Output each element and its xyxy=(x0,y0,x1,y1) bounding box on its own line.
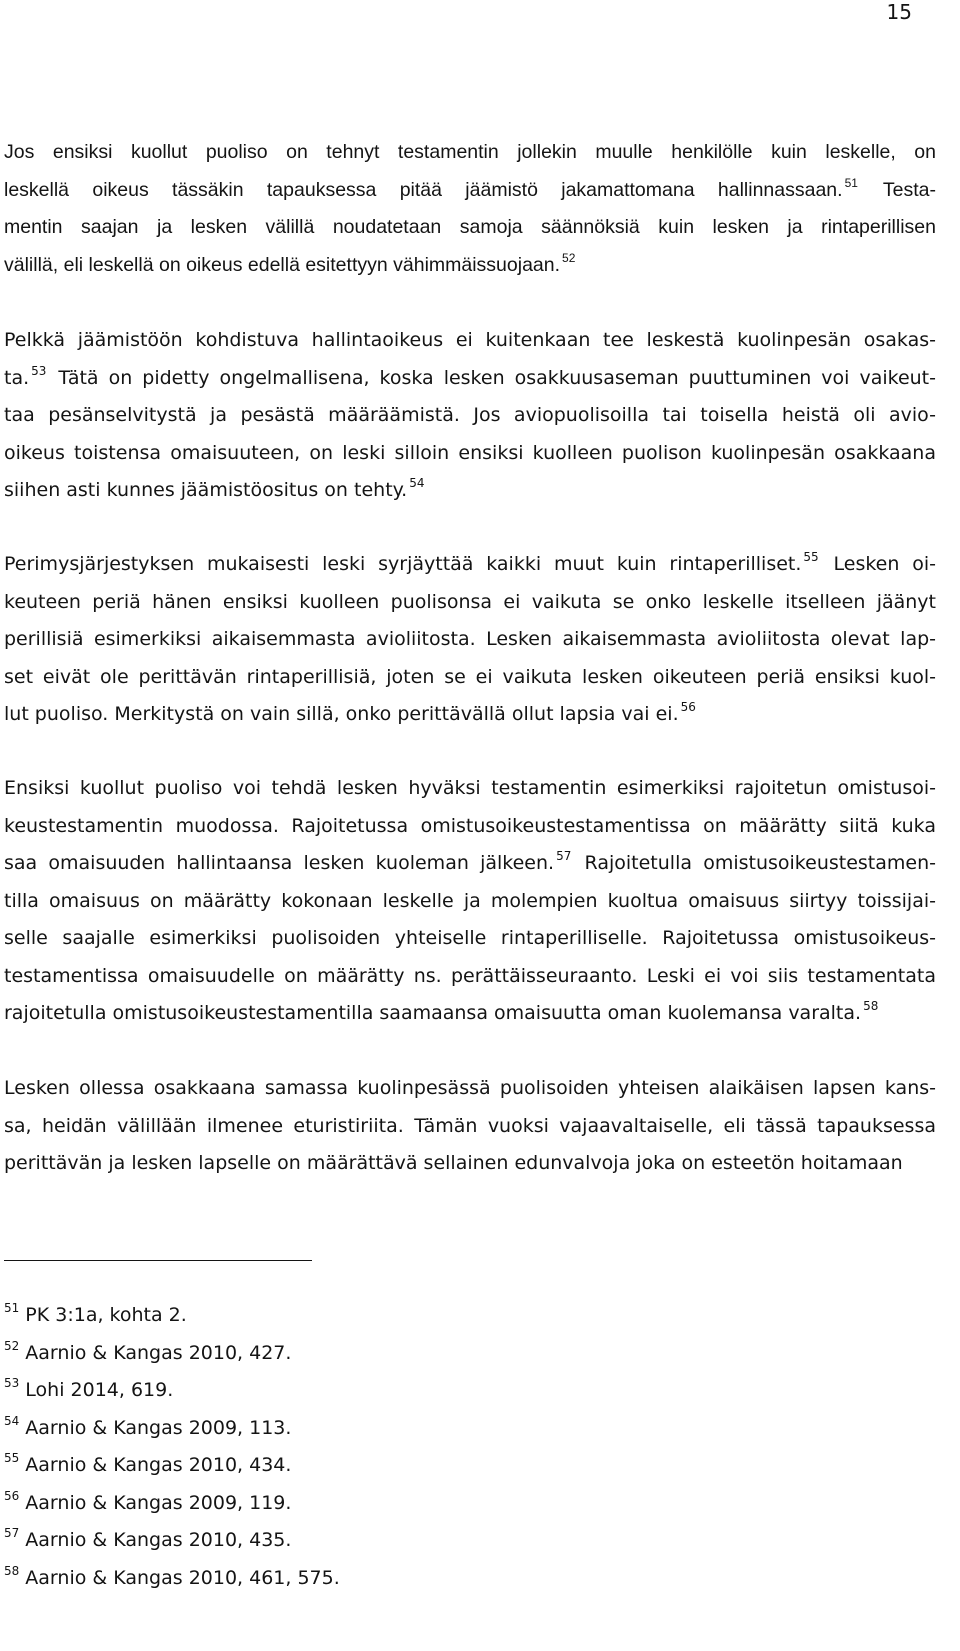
line-text: lut puoliso. Merkitystä on vain sillä, onko perittävällä ollut lapsia vai ei. xyxy=(4,703,679,725)
line-text: Ensiksi kuollut puoliso voi tehdä lesken hyväksi testamentin esimerkiksi rajoitetun omistusoi- xyxy=(4,777,936,799)
text-line xyxy=(4,883,936,921)
text-line xyxy=(4,696,936,734)
line-text: Lesken ollessa osakkaana samassa kuolinpesässä puolisoiden yhteisen alaikäisen lapsen kans- xyxy=(4,1077,936,1099)
footnote-text: Aarnio & Kangas 2009, 113. xyxy=(25,1416,292,1439)
footnote-item xyxy=(4,1297,340,1335)
footnote-number: 55 xyxy=(4,1451,20,1465)
text-line xyxy=(4,1145,936,1183)
line-text: Perimysjärjestyksen mukaisesti leski syrjäyttää kaikki muut kuin rintaperilliset. xyxy=(4,553,802,575)
footnote-separator xyxy=(4,1260,312,1261)
line-text: ta. xyxy=(4,366,30,389)
footnote-number: 56 xyxy=(4,1488,20,1503)
footnote-text: PK 3:1a, kohta 2. xyxy=(25,1304,187,1326)
line-text: keuteen periä hänen ensiksi kuolleen puolisonsa ei vaikuta se onko leskelle itselleen jäänyt xyxy=(4,590,936,613)
footnote-item xyxy=(4,1372,340,1410)
paragraph-3 xyxy=(4,546,936,734)
footnote-number: 54 xyxy=(4,1413,20,1428)
footnote-reference[interactable]: 58 xyxy=(863,999,879,1013)
footnote-text: Aarnio & Kangas 2009, 119. xyxy=(25,1491,292,1514)
line-text: tilla omaisuus on määrätty kokonaan leskelle ja molempien kuoltua omaisuus siirtyy toissijai- xyxy=(4,889,936,912)
footnote-reference[interactable]: 54 xyxy=(409,476,425,490)
line-text: Pelkkä jäämistöön kohdistuva hallintaoikeus ei kuitenkaan tee leskestä kuolinpesän osakas- xyxy=(4,329,936,351)
footnote-reference[interactable]: 55 xyxy=(803,550,819,564)
footnote-number: 52 xyxy=(4,1338,20,1353)
text-line xyxy=(4,584,936,622)
footnote-text: Aarnio & Kangas 2010, 461, 575. xyxy=(25,1566,340,1589)
paragraph-1 xyxy=(4,134,936,284)
footnote-reference[interactable]: 57 xyxy=(556,849,572,863)
line-text: perillisiä esimerkiksi aikaisemmasta avioliitosta. Lesken aikaisemmasta avioliitosta olevat lap- xyxy=(4,628,936,650)
text-line xyxy=(4,770,936,808)
footnote-text: Aarnio & Kangas 2010, 435. xyxy=(25,1529,292,1551)
footnote-reference[interactable]: 52 xyxy=(562,250,576,265)
line-text: saa omaisuuden hallintaansa lesken kuoleman jälkeen. xyxy=(4,852,555,874)
line-text: mentin saajan ja lesken välillä noudatetaan samoja säännöksiä kuin lesken ja rintaperillisen xyxy=(4,216,936,238)
text-line xyxy=(4,472,936,510)
line-text: oikeus toistensa omaisuuteen, on leski silloin ensiksi kuolleen puolison kuolinpesän osakkaana xyxy=(4,441,936,464)
text-line xyxy=(4,808,936,846)
text-line xyxy=(4,360,936,398)
text-line xyxy=(4,397,936,435)
text-line xyxy=(4,1070,936,1108)
text-line xyxy=(4,209,936,247)
text-line xyxy=(4,920,936,958)
footnote-item xyxy=(4,1447,340,1485)
paragraph-2 xyxy=(4,322,936,510)
text-line xyxy=(4,134,936,172)
paragraph-4 xyxy=(4,770,936,1033)
paragraph-5 xyxy=(4,1070,936,1183)
line-text: set eivät ole perittävän rintaperillisiä, joten se ei vaikuta lesken oikeuteen periä ensiksi kuol- xyxy=(4,665,936,688)
page-number: 15 xyxy=(886,0,912,24)
footnote-item xyxy=(4,1335,340,1373)
text-line xyxy=(4,172,936,210)
text-line xyxy=(4,621,936,659)
footnote-list xyxy=(4,1297,340,1597)
line-text: Jos ensiksi kuollut puoliso on tehnyt testamentin jollekin muulle henkilölle kuin leskelle, on xyxy=(4,141,936,163)
line-text: rajoitetulla omistusoikeustestamentilla saamaansa omaisuutta oman kuolemansa varalta. xyxy=(4,1002,862,1024)
footnote-text: Aarnio & Kangas 2010, 434. xyxy=(25,1454,292,1476)
line-text-continued: Tätä on pidetty ongelmallisena, koska lesken osakkuusaseman puuttuminen voi vaikeut- xyxy=(48,366,936,389)
line-text: sa, heidän välillään ilmenee eturistiriita. Tämän vuoksi vajaavaltaiselle, eli tässä tapauksessa xyxy=(4,1114,936,1137)
footnote-number: 51 xyxy=(4,1301,20,1315)
text-line xyxy=(4,322,936,360)
text-line xyxy=(4,435,936,473)
line-text-continued: Rajoitetulla omistusoikeustestamen- xyxy=(573,852,936,874)
line-text: taa pesänselvitystä ja pesästä määräämistä. Jos aviopuolisoilla tai toisella heistä oli avio- xyxy=(4,404,936,426)
footnote-number: 57 xyxy=(4,1526,20,1540)
line-text-continued: Lesken oi- xyxy=(820,553,936,575)
text-line xyxy=(4,546,936,584)
text-line xyxy=(4,1108,936,1146)
line-text: perittävän ja lesken lapselle on määrättävä sellainen edunvalvoja joka on esteetön hoitamaan xyxy=(4,1152,903,1174)
line-text: keustestamentin muodossa. Rajoitetussa omistusoikeustestamentissa on määrätty siitä kuka xyxy=(4,814,936,837)
footnote-reference[interactable]: 51 xyxy=(844,175,858,190)
line-text: leskellä oikeus tässäkin tapauksessa pitää jäämistö jakamattomana hallinnassaan. xyxy=(4,178,843,201)
line-text: testamentissa omaisuudelle on määrätty ns. perättäisseuraanto. Leski ei voi siis testamentata xyxy=(4,964,936,987)
text-line xyxy=(4,995,936,1033)
footnote-reference[interactable]: 53 xyxy=(31,363,47,378)
footnote-item xyxy=(4,1410,340,1448)
footnote-number: 53 xyxy=(4,1376,20,1390)
footnote-text: Aarnio & Kangas 2010, 427. xyxy=(25,1341,292,1364)
footnote-reference[interactable]: 56 xyxy=(680,700,696,714)
footnote-item xyxy=(4,1560,340,1598)
text-line xyxy=(4,659,936,697)
line-text: siihen asti kunnes jäämistöositus on tehty. xyxy=(4,479,408,501)
text-line xyxy=(4,958,936,996)
footnote-text: Lohi 2014, 619. xyxy=(25,1379,174,1401)
text-line xyxy=(4,845,936,883)
line-text-continued: Testa- xyxy=(859,178,936,201)
text-line xyxy=(4,247,936,285)
footnote-item xyxy=(4,1485,340,1523)
footnote-item xyxy=(4,1522,340,1560)
line-text: selle saajalle esimerkiksi puolisoiden yhteiselle rintaperilliselle. Rajoitetussa omistusoikeus- xyxy=(4,927,936,949)
footnote-number: 58 xyxy=(4,1563,20,1578)
line-text: välillä, eli leskellä on oikeus edellä esitettyyn vähimmäissuojaan. xyxy=(4,253,561,276)
